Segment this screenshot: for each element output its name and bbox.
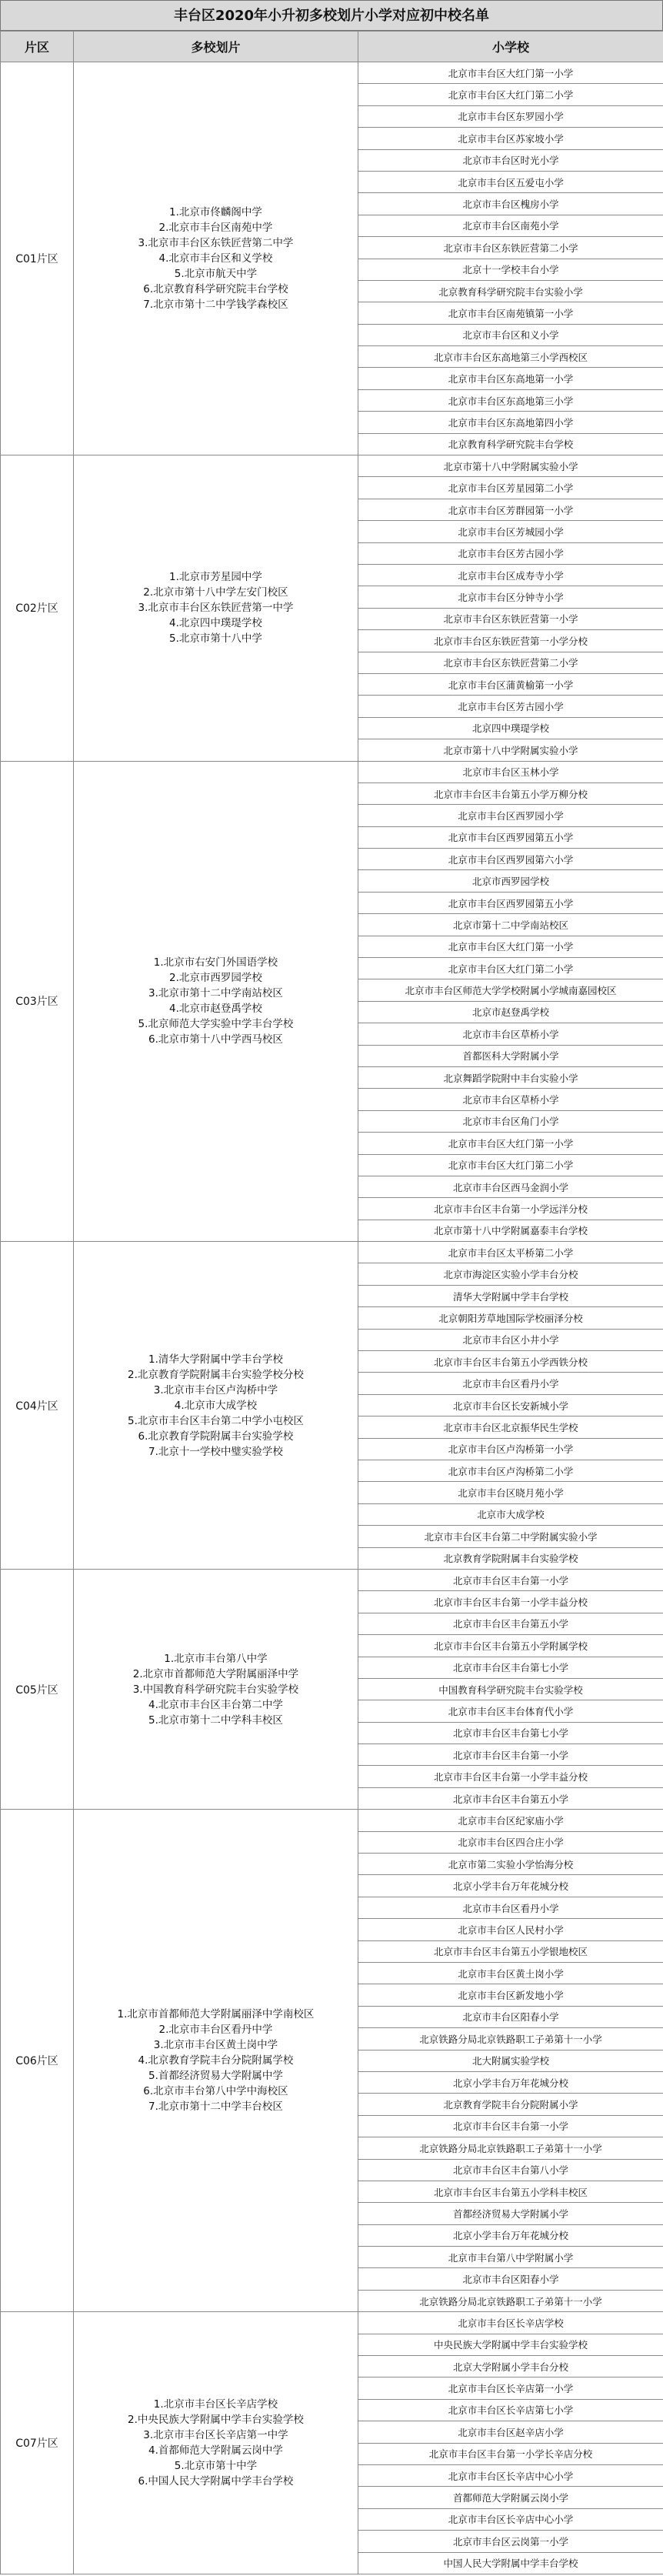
primary-school-cell: 北京市丰台区师范大学学校附属小学城南嘉园校区: [358, 979, 663, 1001]
primary-school-cell: 北京市丰台区黄土岗小学: [358, 1962, 663, 1984]
primary-school-cell: 北京市丰台区南苑小学: [358, 215, 663, 236]
table-row: [1, 62, 663, 84]
primary-school-cell: 北京市第十二中学南站校区: [358, 914, 663, 936]
primary-school-cell: 北京市丰台区丰台第五小学银地校区: [358, 1940, 663, 1962]
primary-school-cell: 北京铁路分局北京铁路职工子弟第十一小学: [358, 2290, 663, 2311]
middle-school-lines: [77, 2397, 355, 2489]
primary-school-cell: 北京市丰台区卢沟桥第二小学: [358, 1460, 663, 1482]
primary-school-cell: 北京市第十八中学附属嘉泰丰台学校: [358, 1220, 663, 1241]
primary-school-cell: 北京小学丰台万年花城分校: [358, 2071, 663, 2093]
middle-school-item: 4.北京四中璞瑅学校: [169, 617, 262, 630]
primary-school-cell: 北京市第十八中学附属实验小学: [358, 455, 663, 477]
primary-school-cell: 北京小学丰台万年花城分校: [358, 1875, 663, 1897]
primary-school-cell: 北京市丰台区西罗园小学: [358, 805, 663, 826]
primary-school-cell: 北京市丰台区苏家坡小学: [358, 128, 663, 149]
middle-school-item: 4.北京市丰台区丰台第二中学: [148, 1698, 283, 1711]
primary-school-cell: 北京市丰台区晓月苑小学: [358, 1482, 663, 1503]
middle-school-item: 4.北京市赵登禹学校: [169, 1003, 262, 1016]
area-name: C02片区: [1, 455, 74, 761]
table-row: [1, 455, 663, 477]
middle-school-item: 3.北京市第十二中学南站校区: [148, 987, 283, 1000]
primary-school-cell: 北京市丰台区丰台第一小学: [358, 1569, 663, 1590]
middle-school-item: 5.北京市第十中学: [174, 2460, 258, 2473]
middle-school-list: [74, 1810, 358, 2312]
primary-school-cell: 北京教育学院附属丰台实验学校: [358, 1547, 663, 1569]
primary-school-cell: 北京市丰台区西罗园第五小学: [358, 892, 663, 913]
primary-school-cell: 北京市丰台区芳星园第二小学: [358, 477, 663, 499]
primary-school-cell: 北京市丰台区时光小学: [358, 149, 663, 171]
primary-school-cell: 北京市丰台区草桥小学: [358, 1089, 663, 1110]
primary-school-cell: 北京市丰台区大红门第一小学: [358, 62, 663, 84]
primary-school-cell: 北京市丰台区和义小学: [358, 324, 663, 345]
primary-school-cell: 北京市丰台区槐房小学: [358, 193, 663, 215]
middle-school-item: 2.北京市首都师范大学附属丽泽中学: [132, 1667, 299, 1680]
primary-school-cell: 北京四中璞瑅学校: [358, 717, 663, 739]
middle-school-item: 7.北京市第十二中学钱学森校区: [143, 299, 288, 312]
header-area: 片区: [1, 32, 74, 62]
table-row: [1, 1810, 663, 1831]
area-name: C05片区: [1, 1569, 74, 1809]
primary-school-cell: 北京市丰台区丰台第七小学: [358, 1657, 663, 1678]
middle-school-lines: [77, 955, 355, 1047]
primary-school-cell: 北京教育学院丰台分院附属小学: [358, 2094, 663, 2115]
primary-school-cell: 北京市丰台区丰台第八小学: [358, 2159, 663, 2181]
primary-school-cell: 北京市丰台区丰台第五小学万柳分校: [358, 782, 663, 804]
primary-school-cell: 北京市丰台区芳古园小学: [358, 542, 663, 564]
primary-school-cell: 北京市丰台区大红门第一小学: [358, 1133, 663, 1154]
primary-school-cell: 北京市丰台区长辛店第七小学: [358, 2399, 663, 2421]
primary-school-cell: 北京市丰台区四合庄小学: [358, 1831, 663, 1853]
primary-school-cell: 北京市丰台区东铁匠营第一小学分校: [358, 630, 663, 652]
middle-school-item: 5.北京市航天中学: [174, 268, 258, 281]
primary-school-cell: 北京市丰台区角门小学: [358, 1110, 663, 1132]
primary-school-cell: 北京市丰台区卢沟桥第一小学: [358, 1438, 663, 1460]
primary-school-cell: 北京市丰台区五爱屯小学: [358, 171, 663, 192]
area-name: C07片区: [1, 2312, 74, 2574]
primary-school-cell: 中央民族大学附属中学丰台实验学校: [358, 2334, 663, 2355]
primary-school-cell: 北京市丰台区丰台第一小学: [358, 2115, 663, 2137]
middle-school-list: [74, 1569, 358, 1809]
middle-school-item: 5.北京市丰台区丰台第二中学小屯校区: [128, 1414, 304, 1427]
primary-school-cell: 北京市丰台区分钟寺小学: [358, 586, 663, 608]
table-row: [1, 2312, 663, 2334]
primary-school-cell: 北京市丰台区东铁匠营第一小学: [358, 608, 663, 629]
primary-school-cell: 北京市丰台区草桥小学: [358, 1023, 663, 1045]
primary-school-cell: 北京市丰台区丰台第一小学丰益分校: [358, 1766, 663, 1787]
primary-school-cell: 北京市丰台区长辛店学校: [358, 2312, 663, 2334]
middle-school-item: 3.北京市丰台区东铁匠营第一中学: [138, 602, 294, 615]
primary-school-cell: 北京舞蹈学院附中丰台实验小学: [358, 1066, 663, 1088]
middle-school-item: 5.北京师范大学实验中学丰台学校: [138, 1018, 294, 1031]
primary-school-cell: 北京市丰台区芳城园小学: [358, 521, 663, 542]
primary-school-cell: 北京市丰台区丰台第一小学长辛店分校: [358, 2443, 663, 2464]
primary-school-cell: 北京市丰台区人民村小学: [358, 1919, 663, 1940]
primary-school-cell: 北京市丰台区北京振华民生学校: [358, 1416, 663, 1438]
table-row: [1, 1569, 663, 1590]
middle-school-item: 3.北京市丰台区东铁匠营第二中学: [138, 237, 294, 250]
middle-school-item: 1.北京市右安门外国语学校: [153, 956, 278, 969]
header-row: [1, 32, 663, 62]
primary-school-cell: 北京市丰台区长辛店中心小学: [358, 2464, 663, 2486]
primary-school-cell: 北京市赵登禹学校: [358, 1001, 663, 1023]
primary-school-cell: 北京市丰台区东铁匠营第二小学: [358, 652, 663, 673]
area-name: C01片区: [1, 62, 74, 455]
middle-school-item: 5.首都经济贸易大学附属中学: [148, 2070, 283, 2083]
primary-school-cell: 北京市丰台区长安新城小学: [358, 1394, 663, 1416]
middle-school-item: 1.北京市佟麟阁中学: [169, 206, 262, 219]
table-row: [1, 761, 663, 782]
middle-school-item: 3.北京市丰台区长辛店第一中学: [143, 2429, 288, 2442]
middle-school-item: 6.北京教育学院附属丰台实验学校: [138, 1430, 294, 1443]
primary-school-cell: 清华大学附属中学丰台学校: [358, 1285, 663, 1306]
primary-school-cell: 北京市丰台区西马金润小学: [358, 1176, 663, 1197]
middle-school-item: 3.北京市丰台区卢沟桥中学: [153, 1383, 278, 1396]
primary-school-cell: 北京市丰台区丰台第五小学附属学校: [358, 1635, 663, 1657]
primary-school-cell: 北京市丰台区长辛店第一小学: [358, 2377, 663, 2399]
middle-school-lines: [77, 569, 355, 646]
primary-school-cell: 北京市丰台区赵辛店小学: [358, 2421, 663, 2443]
middle-school-item: 2.北京市丰台区南苑中学: [158, 222, 273, 235]
middle-school-item: 4.北京教育学院丰台分院附属学校: [138, 2054, 294, 2067]
primary-school-cell: 北京小学丰台万年花城分校: [358, 2224, 663, 2246]
primary-school-cell: 北京十一学校丰台小学: [358, 259, 663, 280]
primary-school-cell: 北京市第十八中学附属实验小学: [358, 739, 663, 761]
primary-school-cell: 北京市海淀区实验小学丰台分校: [358, 1263, 663, 1285]
primary-school-cell: 北京市丰台区芳古园小学: [358, 696, 663, 717]
area-name: C04片区: [1, 1242, 74, 1570]
primary-school-cell: 北京市丰台区看丹小学: [358, 1373, 663, 1394]
header-middle-schools: 多校划片: [74, 32, 358, 62]
middle-school-item: 3.中国教育科学研究院丰台实验学校: [132, 1683, 299, 1696]
middle-school-item: 6.北京市丰台第八中学中海校区: [143, 2085, 288, 2098]
primary-school-cell: 北京朝阳芳草地国际学校丽泽分校: [358, 1307, 663, 1329]
primary-school-cell: 北京铁路分局北京铁路职工子弟第十一小学: [358, 2137, 663, 2159]
primary-school-cell: 北京市丰台区丰台体育代小学: [358, 1700, 663, 1722]
primary-school-cell: 北京市丰台区阳春小学: [358, 2268, 663, 2290]
area-name: C03片区: [1, 761, 74, 1242]
primary-school-cell: 北京市丰台区成寿寺小学: [358, 564, 663, 586]
primary-school-cell: 北京市丰台区长辛店中心小学: [358, 2508, 663, 2530]
middle-school-lines: [77, 205, 355, 312]
primary-school-cell: 北京市丰台区东高地第四小学: [358, 412, 663, 433]
primary-school-cell: 北京市丰台区云岗第一小学: [358, 2531, 663, 2552]
primary-school-cell: 北京市丰台区丰台第五小学: [358, 1787, 663, 1809]
middle-school-item: 6.北京市第十八中学西马校区: [148, 1033, 283, 1046]
school-table: [0, 31, 663, 2574]
primary-school-cell: 北京市丰台区太平桥第二小学: [358, 1242, 663, 1263]
primary-school-cell: 北京市丰台区丰台第一小学远洋分校: [358, 1198, 663, 1220]
primary-school-cell: 中国教育科学研究院丰台实验学校: [358, 1678, 663, 1700]
middle-school-item: 2.北京市第十八中学左安门校区: [143, 586, 288, 599]
middle-school-list: [74, 455, 358, 761]
primary-school-cell: 北京市丰台区新发地小学: [358, 1984, 663, 2006]
primary-school-cell: 北京市丰台区东高地第三小学: [358, 389, 663, 411]
middle-school-list: [74, 2312, 358, 2574]
primary-school-cell: 北京市丰台区西罗园第六小学: [358, 849, 663, 870]
primary-school-cell: 北京市丰台区东罗园小学: [358, 105, 663, 127]
middle-school-item: 2.北京市西罗园学校: [169, 972, 262, 985]
primary-school-cell: 北京市丰台区小井小学: [358, 1329, 663, 1350]
primary-school-cell: 北京市丰台区丰台第五小学科丰校区: [358, 2181, 663, 2202]
middle-school-list: [74, 1242, 358, 1570]
middle-school-item: 6.北京教育科学研究院丰台学校: [143, 283, 288, 296]
primary-school-cell: 北京市大成学校: [358, 1503, 663, 1525]
primary-school-cell: 北京市丰台区玉林小学: [358, 761, 663, 782]
middle-school-item: 7.北京十一学校中璧实验学校: [148, 1445, 283, 1458]
middle-school-item: 1.北京市丰台区长辛店学校: [153, 2398, 278, 2411]
primary-school-cell: 中国人民大学附属中学丰台学校: [358, 2552, 663, 2574]
primary-school-cell: 北大附属实验学校: [358, 2050, 663, 2071]
middle-school-item: 1.北京市丰台第八中学: [164, 1652, 268, 1665]
middle-school-item: 2.中央民族大学附属中学丰台实验学校: [128, 2414, 304, 2427]
middle-school-item: 6.中国人民大学附属中学丰台学校: [138, 2475, 294, 2488]
primary-school-cell: 北京市丰台区丰台第五小学西铁分校: [358, 1351, 663, 1373]
primary-school-cell: 北京市丰台第八中学附属小学: [358, 2247, 663, 2268]
primary-school-cell: 首都经济贸易大学附属小学: [358, 2203, 663, 2224]
middle-school-item: 2.北京市丰台区看丹中学: [158, 2024, 273, 2037]
primary-school-cell: 北京市丰台区丰台第二中学附属实验小学: [358, 1526, 663, 1547]
middle-school-list: [74, 761, 358, 1242]
primary-school-cell: 北京市丰台区东高地第一小学: [358, 368, 663, 389]
middle-school-item: 4.首都师范大学附属云岗中学: [148, 2444, 283, 2458]
middle-school-item: 3.北京市丰台区黄土岗中学: [153, 2039, 278, 2052]
primary-school-cell: 北京大学附属小学丰台分校: [358, 2356, 663, 2377]
middle-school-item: 4.北京市大成学校: [174, 1399, 258, 1412]
primary-school-cell: 北京市丰台区东高地第三小学西校区: [358, 346, 663, 368]
middle-school-lines: [77, 1651, 355, 1728]
header-primary-schools: 小学校: [358, 32, 663, 62]
primary-school-cell: 北京教育科学研究院丰台学校: [358, 433, 663, 455]
primary-school-cell: 北京教育科学研究院丰台实验小学: [358, 280, 663, 302]
primary-school-cell: 北京市丰台区南苑镇第一小学: [358, 302, 663, 324]
middle-school-item: 5.北京市第十二中学科丰校区: [148, 1713, 283, 1727]
primary-school-cell: 北京市丰台区丰台第七小学: [358, 1722, 663, 1743]
page-title: 丰台区2020年小升初多校划片小学对应初中校名单: [0, 0, 663, 31]
middle-school-item: 7.北京市第十二中学丰台校区: [148, 2101, 283, 2114]
middle-school-item: 4.北京市丰台区和义学校: [158, 252, 273, 265]
primary-school-cell: 北京市丰台区大红门第一小学: [358, 936, 663, 957]
primary-school-cell: 北京市丰台区丰台第一小学丰益分校: [358, 1591, 663, 1613]
middle-school-lines: [77, 2007, 355, 2114]
primary-school-cell: 北京铁路分局北京铁路职工子弟第十一小学: [358, 2028, 663, 2050]
middle-school-item: 1.清华大学附属中学丰台学校: [148, 1353, 283, 1366]
middle-school-item: 2.北京教育学院附属丰台实验学校分校: [128, 1368, 304, 1381]
table-body: [1, 62, 663, 2574]
middle-school-item: 1.北京市首都师范大学附属丽泽中学南校区: [117, 2008, 315, 2021]
primary-school-cell: 北京市丰台区大红门第二小学: [358, 958, 663, 979]
primary-school-cell: 北京市丰台区丰台第一小学: [358, 1744, 663, 1766]
primary-school-cell: 首都师范大学附属云岗小学: [358, 2487, 663, 2508]
primary-school-cell: 北京市丰台区丰台第五小学: [358, 1613, 663, 1634]
primary-school-cell: 北京市丰台区芳群园第一小学: [358, 499, 663, 520]
primary-school-cell: 北京市丰台区东铁匠营第二小学: [358, 237, 663, 259]
middle-school-lines: [77, 1352, 355, 1460]
primary-school-cell: 北京市丰台区阳春小学: [358, 2006, 663, 2027]
primary-school-cell: 北京市丰台区大红门第二小学: [358, 84, 663, 105]
middle-school-item: 1.北京市芳星园中学: [169, 571, 262, 584]
middle-school-list: [74, 62, 358, 455]
primary-school-cell: 北京市丰台区看丹小学: [358, 1897, 663, 1918]
middle-school-item: 5.北京市第十八中学: [169, 632, 262, 646]
primary-school-cell: 北京市丰台区纪家庙小学: [358, 1810, 663, 1831]
primary-school-cell: 北京市西罗园学校: [358, 870, 663, 892]
primary-school-cell: 北京市丰台区蒲黄榆第一小学: [358, 673, 663, 695]
area-name: C06片区: [1, 1810, 74, 2312]
primary-school-cell: 北京市第二实验小学怡海分校: [358, 1854, 663, 1875]
primary-school-cell: 首都医科大学附属小学: [358, 1045, 663, 1066]
table-row: [1, 1242, 663, 1263]
primary-school-cell: 北京市丰台区西罗园第五小学: [358, 826, 663, 848]
primary-school-cell: 北京市丰台区大红门第二小学: [358, 1154, 663, 1176]
